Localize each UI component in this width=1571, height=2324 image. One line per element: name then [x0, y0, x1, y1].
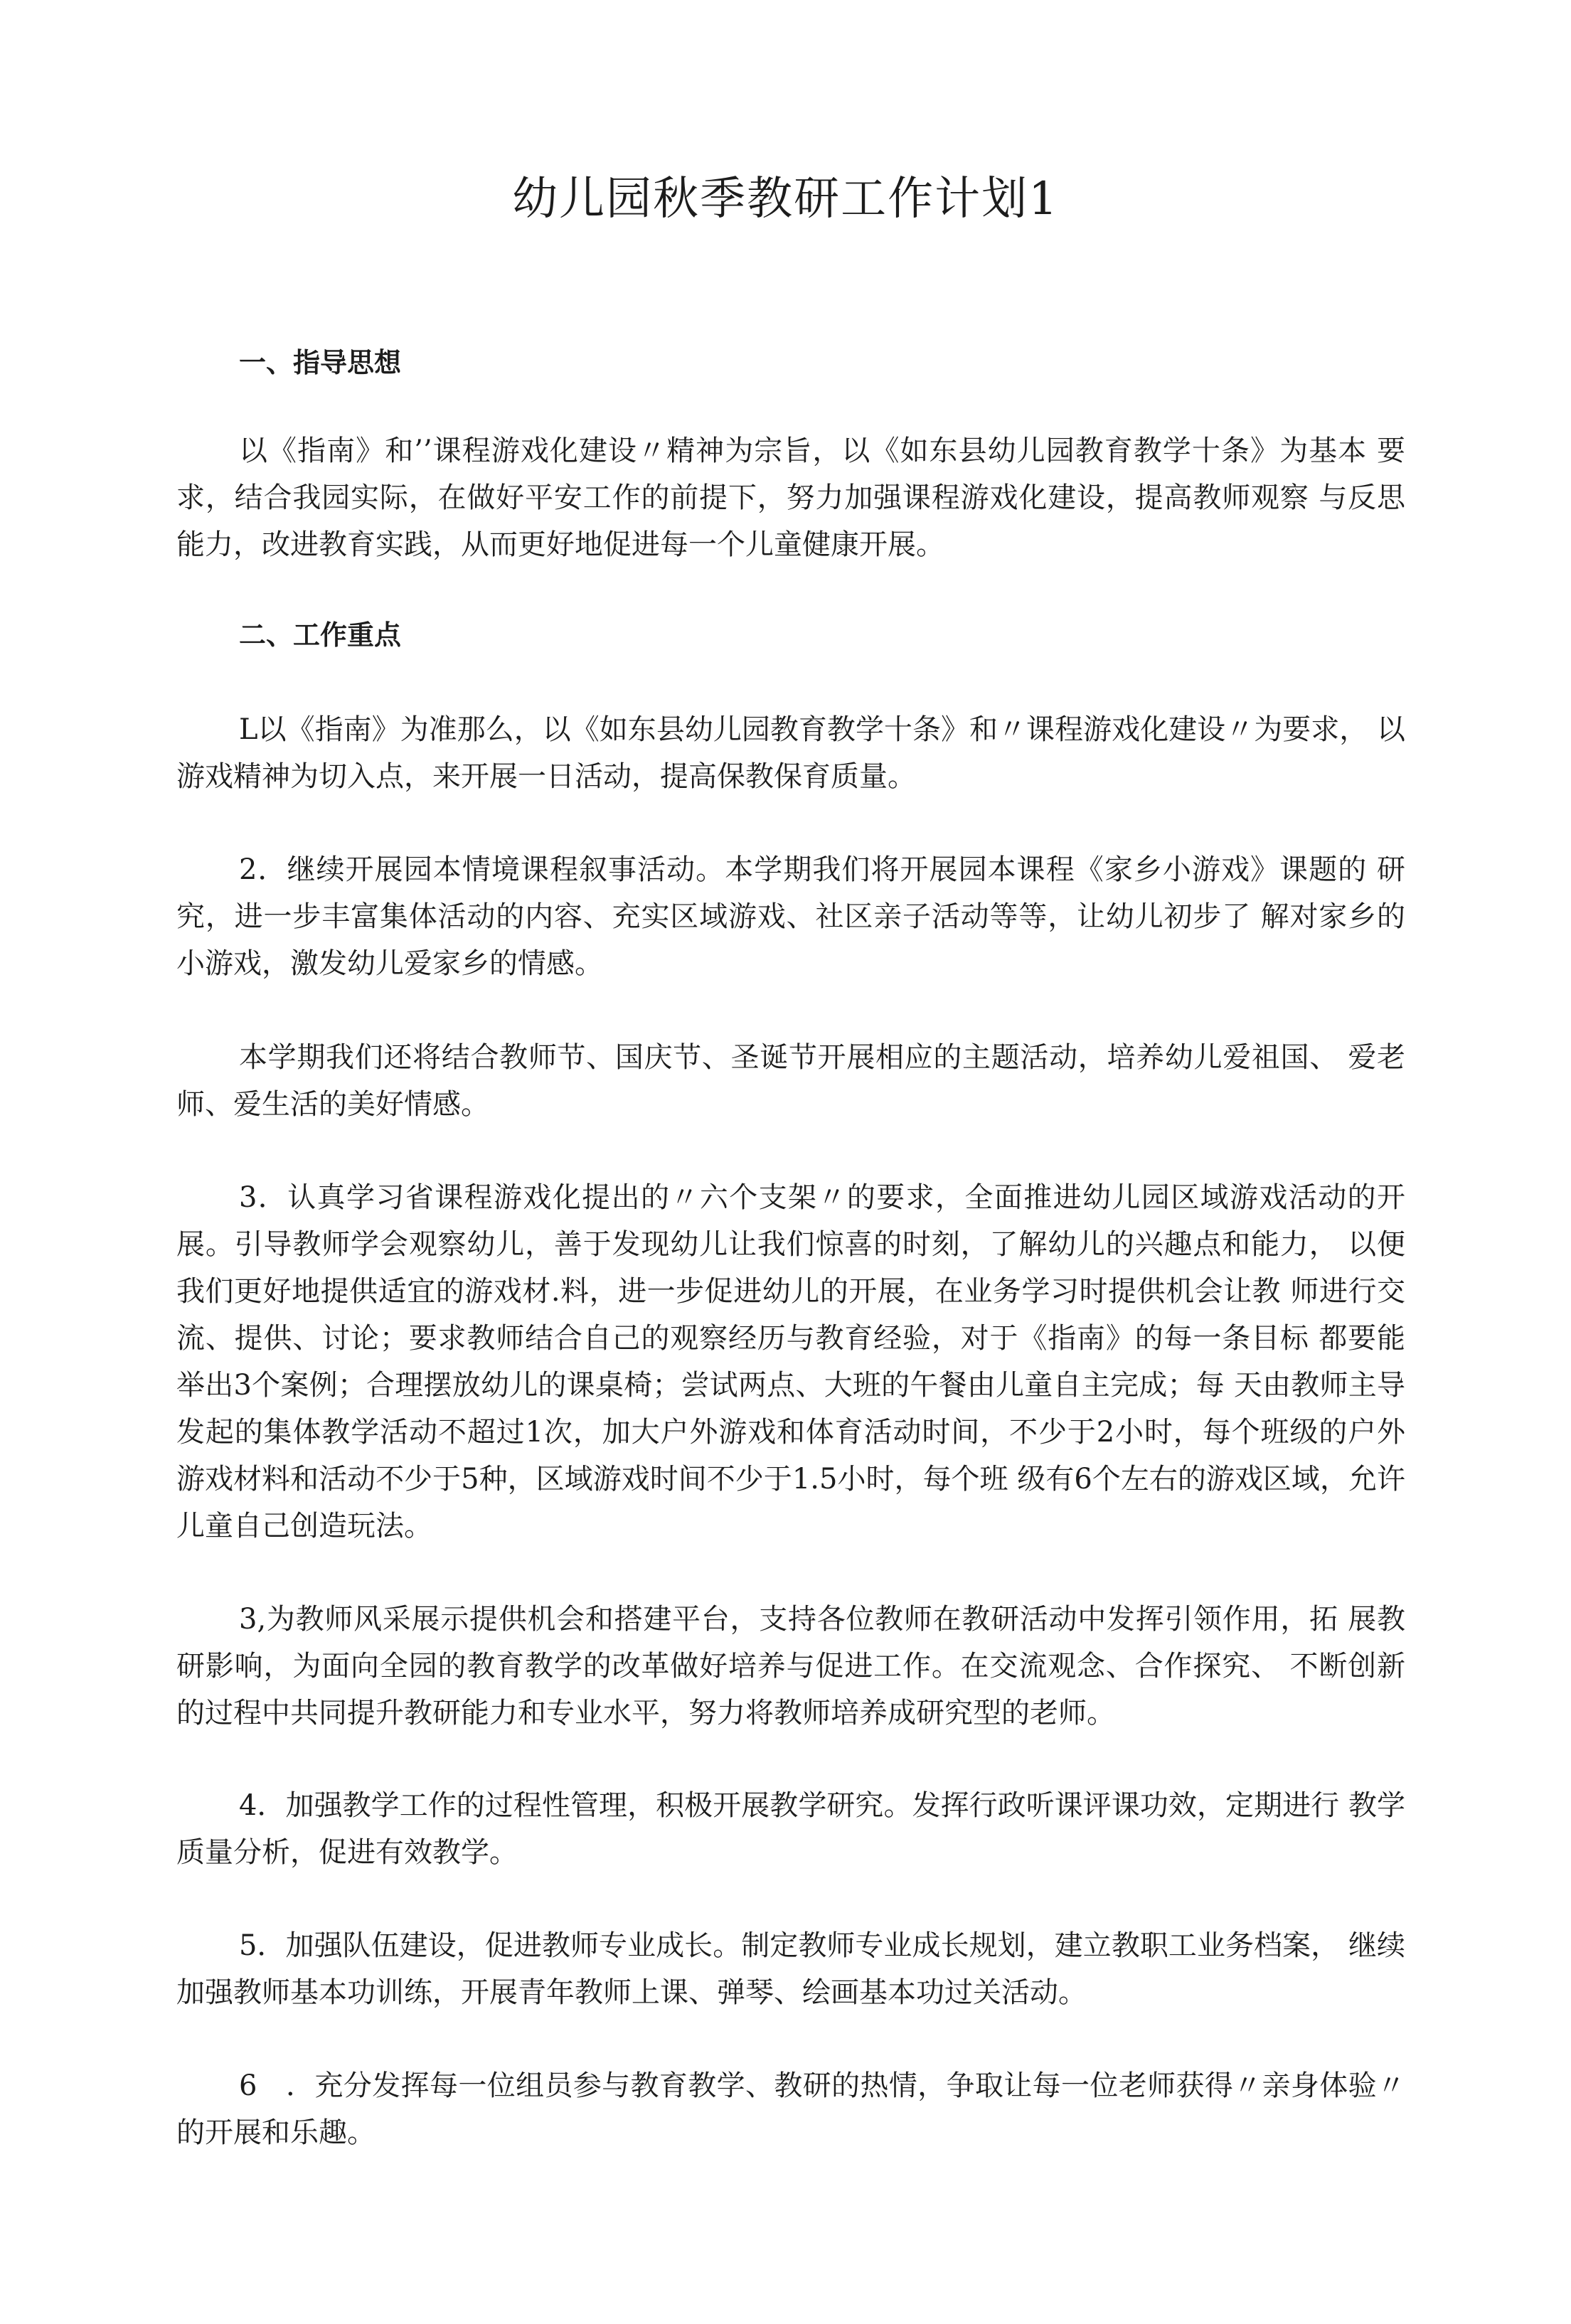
paragraph-work-focus-5: 5．加强队伍建设，促进教师专业成长。制定教师专业成长规划，建立教职工业务档案， 继续加强教师基本功训练，开展青年教师上课、弹琴、绘画基本功过关活动。	[176, 1929, 1405, 2009]
paragraph-work-focus-2: 2．继续开展园本情境课程叙事活动。本学期我们将开展园本课程《家乡小游戏》课题的 研究，进一步丰富集体活动的内容、充实区域游戏、社区亲子活动等等，让幼儿初步了 解对家乡的小游戏，激发幼儿爱家乡的情感。	[176, 853, 1405, 980]
paragraph-work-focus-3: 3．认真学习省课程游戏化提出的〃六个支架〃的要求，全面推进幼儿园区域游戏活动的开 展。引导教师学会观察幼儿，善于发现幼儿让我们惊喜的时刻，了解幼儿的兴趣点和能力， 以便我们更好地提供适宜的游戏材.料，进一步促进幼儿的开展，在业务学习时提供机会让教 师进行交流、提供、讨论；要求教师结合自己的观察经历与教育经验，对于《指南》的每一条目标 都要能举出3个案例；合理摆放幼儿的课桌椅；尝试两点、大班的午餐由儿童自主完成；每 天由教师主导发起的集体教学活动不超过1次，加大户外游戏和体育活动时间，不少于2小时，每个班级的户外游戏材料和活动不少于5种，区域游戏时间不少于1.5小时，每个班 级有6个左右的游戏区域，允许儿童自己创造玩法。	[176, 1181, 1405, 1542]
paragraph-work-focus-themes: 本学期我们还将结合教师节、国庆节、圣诞节开展相应的主题活动，培养幼儿爱祖国、 爱老师、爱生活的美好情感。	[176, 1041, 1405, 1121]
section-heading-work-focus: 二、工作重点	[239, 619, 402, 651]
document-title: 幼儿园秋季教研工作计划1	[512, 173, 1059, 225]
paragraph-work-focus-4: 4．加强教学工作的过程性管理，积极开展教学研究。发挥行政听课评课功效，定期进行 教学质量分析，促进有效教学。	[176, 1789, 1405, 1869]
section-heading-guiding-thought: 一、指导思想	[239, 346, 402, 378]
paragraph-work-focus-6: 6 ．充分发挥每一位组员参与教育教学、教研的热情，争取让每一位老师获得〃亲身体验〃的开展和乐趣。	[176, 2069, 1405, 2149]
paragraph-guiding-thought: 以《指南》和’’课程游戏化建设〃精神为宗旨，以《如东县幼儿园教育教学十条》为基本 要求，结合我园实际，在做好平安工作的前提下，努力加强课程游戏化建设，提高教师观察 与反思能力，改进教育实践，从而更好地促进每一个儿童健康开展。	[176, 435, 1405, 561]
paragraph-work-focus-teacher-platform: 3,为教师风采展示提供机会和搭建平台，支持各位教师在教研活动中发挥引领作用，拓 展教研影响，为面向全园的教育教学的改革做好培养与促进工作。在交流观念、合作探究、 不断创新的过程中共同提升教研能力和专业水平，努力将教师培养成研究型的老师。	[176, 1603, 1405, 1729]
paragraph-work-focus-1: L以《指南》为准那么，以《如东县幼儿园教育教学十条》和〃课程游戏化建设〃为要求， 以游戏精神为切入点，来开展一日活动，提高保教保育质量。	[176, 713, 1405, 793]
